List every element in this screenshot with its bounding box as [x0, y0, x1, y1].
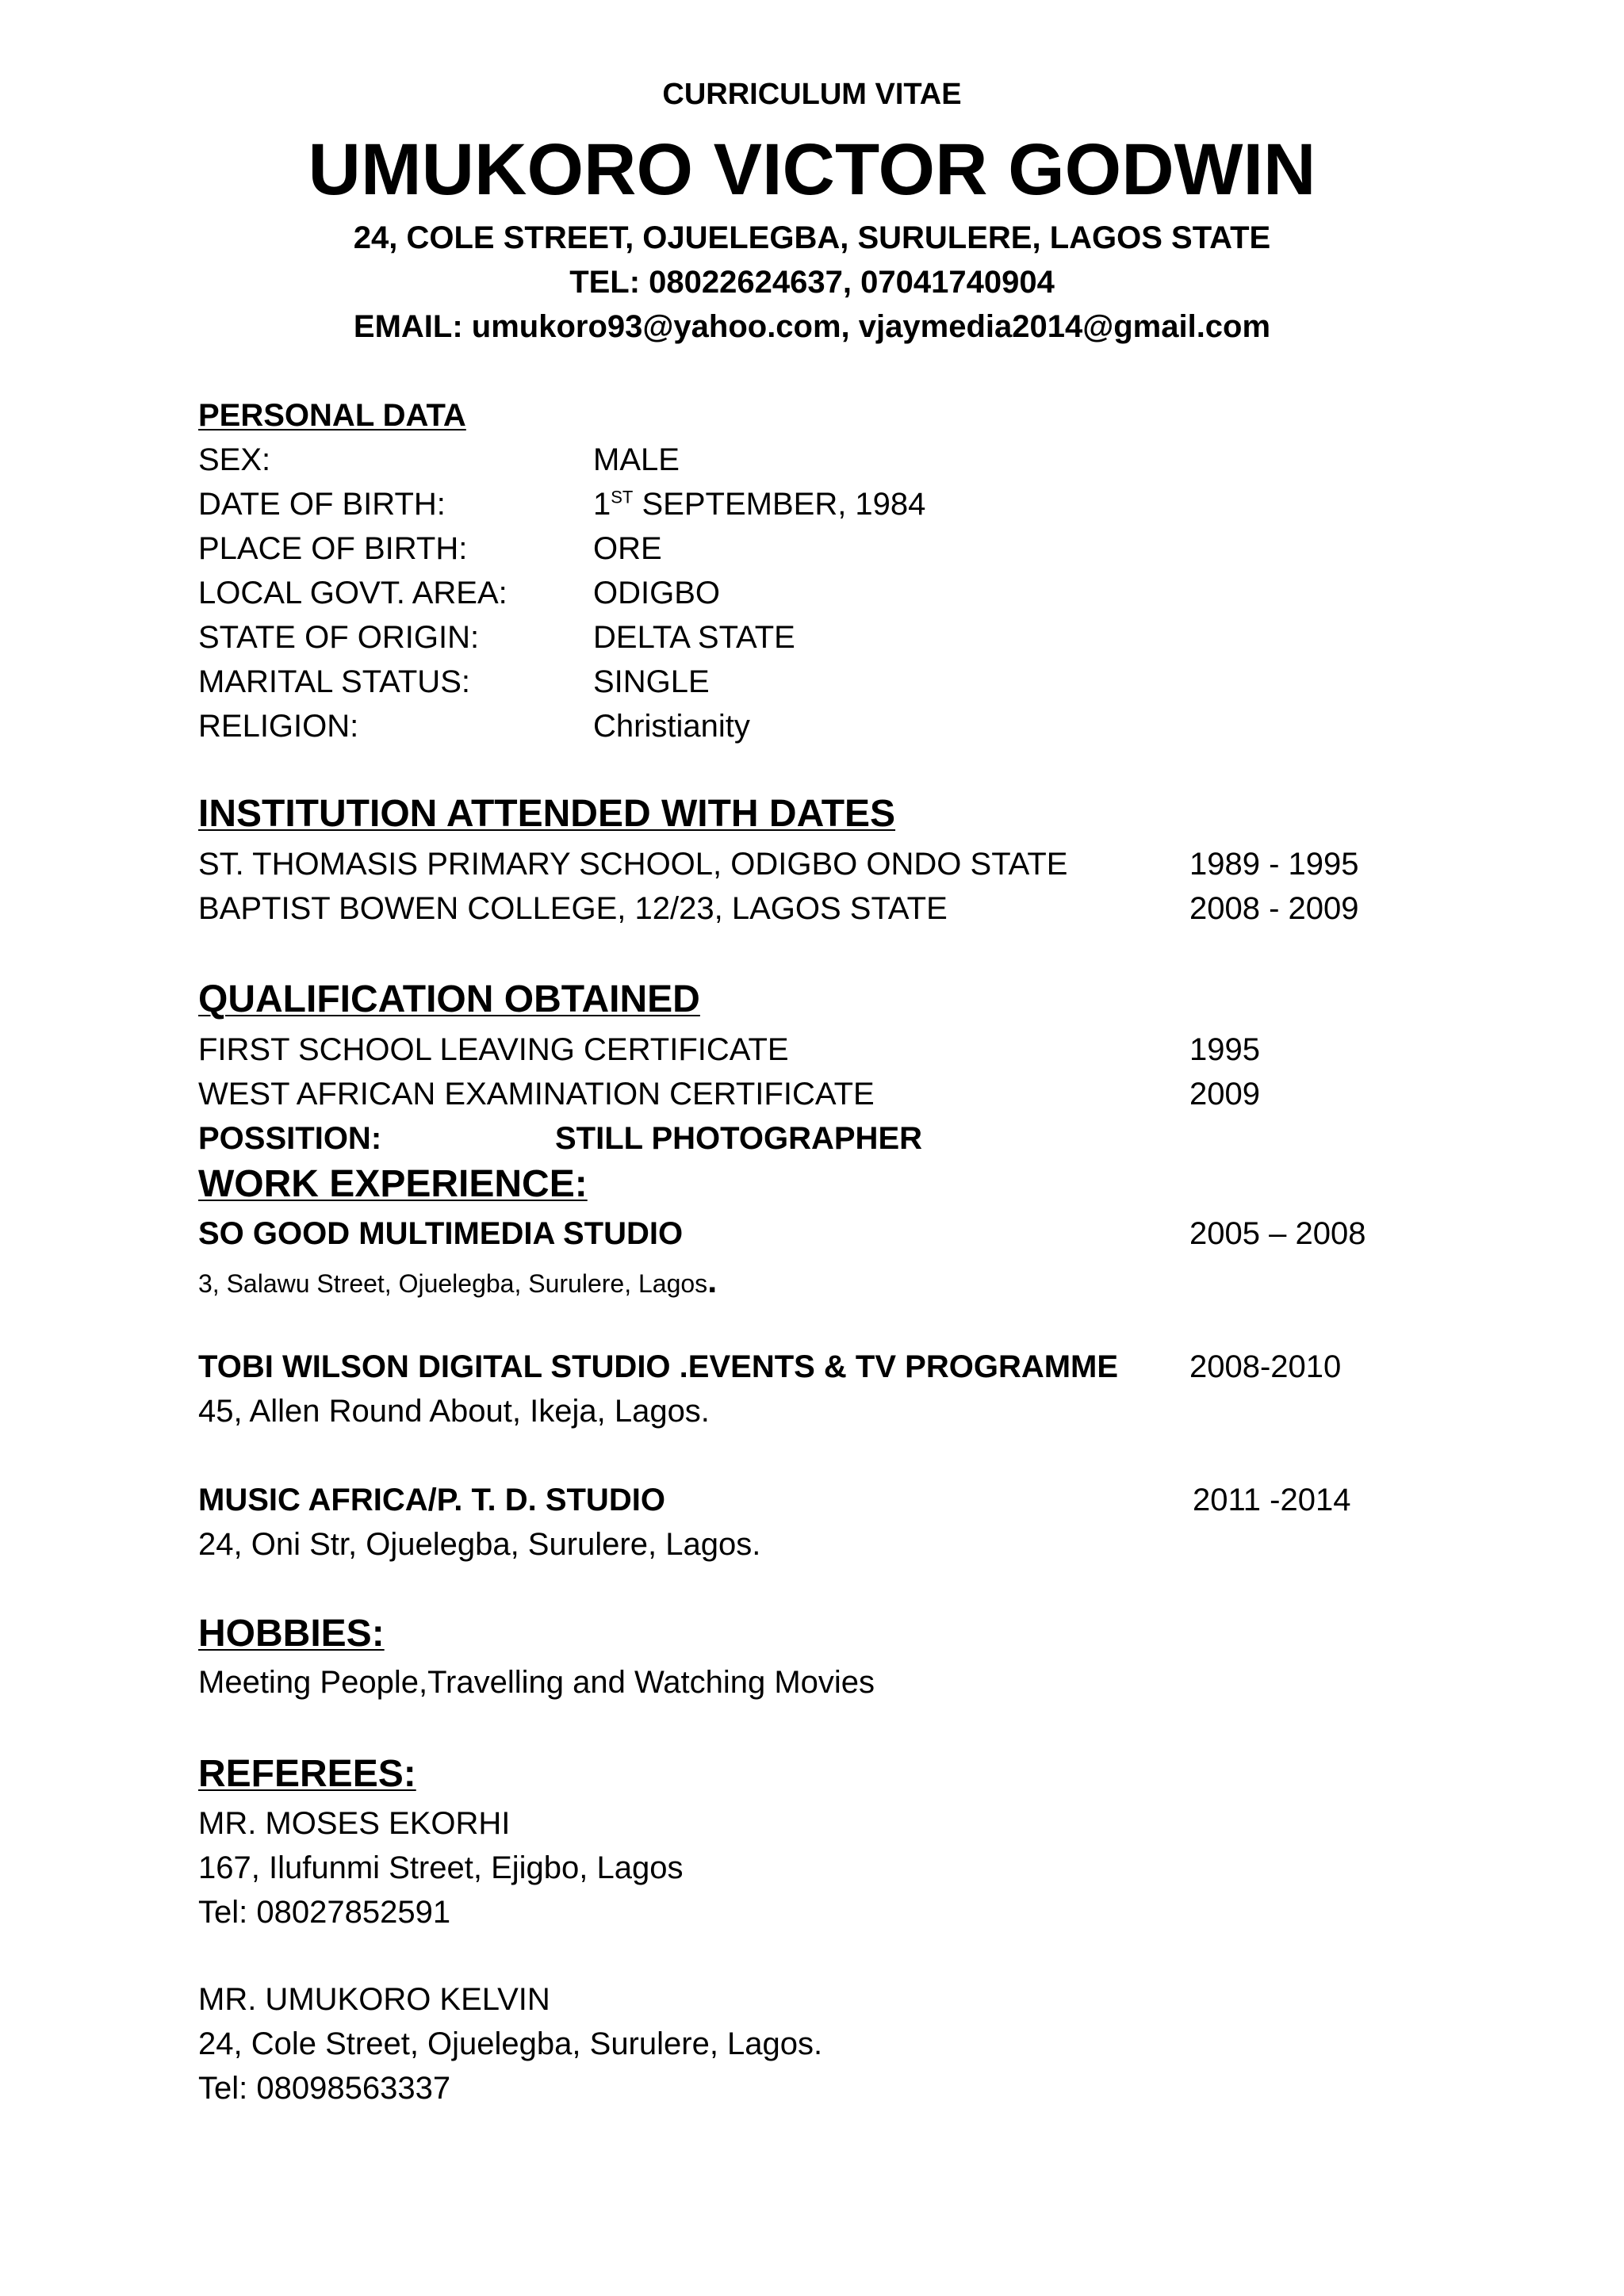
institution-dates: 2008 - 2009 — [1189, 891, 1359, 926]
institutions-heading: INSTITUTION ATTENDED WITH DATES — [198, 793, 896, 835]
institution-name: BAPTIST BOWEN COLLEGE, 12/23, LAGOS STATE — [198, 891, 948, 926]
position-value: STILL PHOTOGRAPHER — [555, 1121, 923, 1156]
qualification-name: FIRST SCHOOL LEAVING CERTIFICATE — [198, 1032, 789, 1067]
work-dates: 2005 – 2008 — [1189, 1216, 1366, 1251]
referee-name: MR. MOSES EKORHI — [198, 1806, 511, 1841]
position-label: POSSITION: — [198, 1121, 382, 1156]
personal-value-sex: MALE — [593, 442, 680, 477]
qualification-year: 2009 — [1189, 1077, 1260, 1112]
personal-label-origin: STATE OF ORIGIN: — [198, 620, 480, 655]
referee-tel: Tel: 08027852591 — [198, 1895, 451, 1930]
qualification-name: WEST AFRICAN EXAMINATION CERTIFICATE — [198, 1077, 875, 1112]
hobbies-text: Meeting People,Travelling and Watching Movies — [198, 1665, 875, 1700]
personal-label-religion: RELIGION: — [198, 709, 359, 744]
referee-address: 24, Cole Street, Ojuelegba, Surulere, Lagos. — [198, 2026, 823, 2061]
personal-label-lga: LOCAL GOVT. AREA: — [198, 576, 508, 610]
work-dates: 2011 -2014 — [1193, 1483, 1351, 1517]
work-employer: MUSIC AFRICA/P. T. D. STUDIO — [198, 1483, 665, 1517]
work-heading: WORK EXPERIENCE: — [198, 1163, 588, 1205]
personal-label-dob: DATE OF BIRTH: — [198, 487, 446, 522]
referee-tel: Tel: 08098563337 — [198, 2071, 451, 2106]
personal-value-dob: 1ST SEPTEMBER, 1984 — [593, 487, 926, 522]
work-address: 24, Oni Str, Ojuelegba, Surulere, Lagos. — [198, 1527, 761, 1562]
personal-value-marital: SINGLE — [593, 664, 710, 699]
hobbies-heading: HOBBIES: — [198, 1613, 385, 1655]
header-tel: TEL: 08022624637, 07041740904 — [569, 265, 1055, 300]
personal-value-origin: DELTA STATE — [593, 620, 795, 655]
personal-value-pob: ORE — [593, 531, 662, 566]
personal-value-lga: ODIGBO — [593, 576, 721, 610]
referee-name: MR. UMUKORO KELVIN — [198, 1982, 550, 2017]
doc-title: CURRICULUM VITAE — [662, 78, 962, 111]
referee-address: 167, Ilufunmi Street, Ejigbo, Lagos — [198, 1850, 684, 1885]
personal-label-pob: PLACE OF BIRTH: — [198, 531, 468, 566]
person-name: UMUKORO VICTOR GODWIN — [308, 129, 1316, 210]
work-employer: TOBI WILSON DIGITAL STUDIO .EVENTS & TV PROGRAMME — [198, 1349, 1119, 1384]
qualifications-heading: QUALIFICATION OBTAINED — [198, 978, 700, 1020]
work-dates: 2008-2010 — [1189, 1349, 1342, 1384]
header-address: 24, COLE STREET, OJUELEGBA, SURULERE, LAGOS STATE — [353, 220, 1271, 255]
header-email: EMAIL: umukoro93@yahoo.com, vjaymedia2014@gmail.com — [353, 309, 1271, 344]
work-employer: SO GOOD MULTIMEDIA STUDIO — [198, 1216, 684, 1251]
personal-label-sex: SEX: — [198, 442, 271, 477]
institution-dates: 1989 - 1995 — [1189, 847, 1359, 882]
personal-data-heading: PERSONAL DATA — [198, 398, 466, 433]
personal-value-religion: Christianity — [593, 709, 750, 744]
qualification-year: 1995 — [1189, 1032, 1260, 1067]
work-address: 45, Allen Round About, Ikeja, Lagos. — [198, 1394, 710, 1429]
personal-label-marital: MARITAL STATUS: — [198, 664, 470, 699]
referees-heading: REFEREES: — [198, 1753, 416, 1795]
work-address: 3, Salawu Street, Ojuelegba, Surulere, Lagos. — [198, 1261, 718, 1300]
institution-name: ST. THOMASIS PRIMARY SCHOOL, ODIGBO ONDO STATE — [198, 847, 1068, 882]
